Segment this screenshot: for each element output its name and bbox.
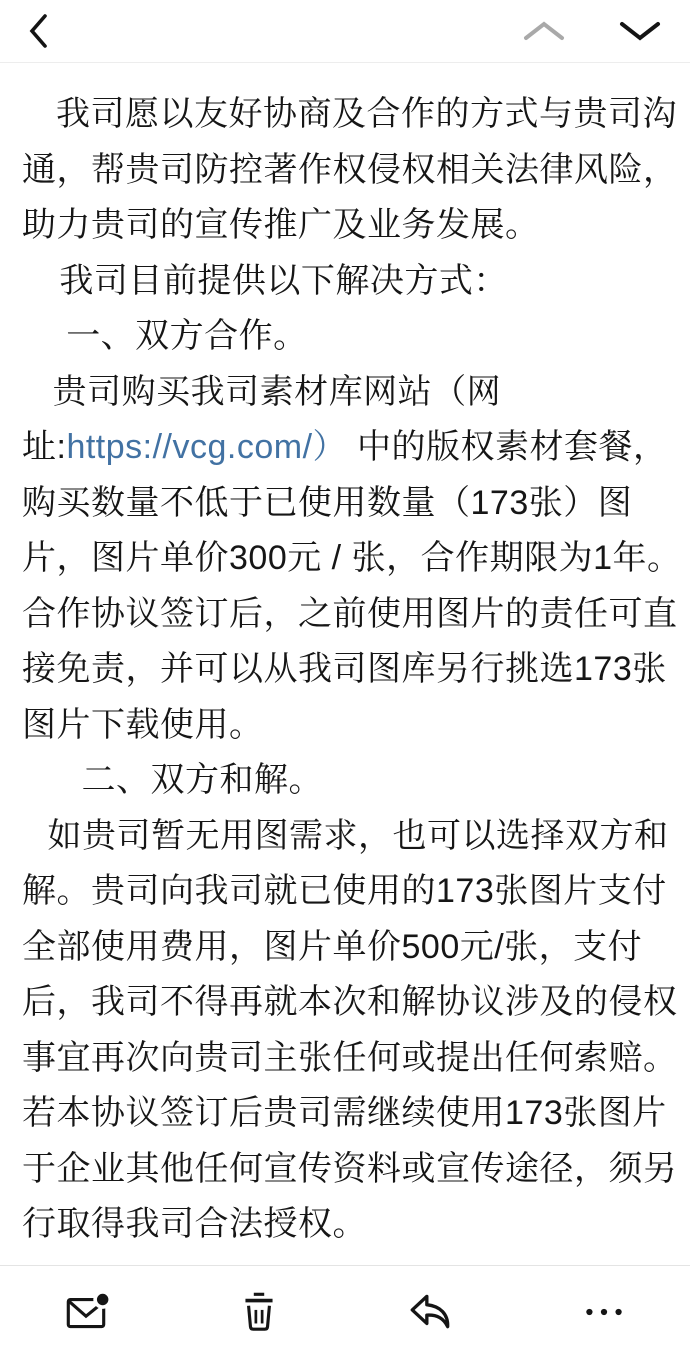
mail-nav-group: [522, 18, 662, 44]
body-text: 中的版权素材套餐，: [347, 428, 668, 466]
body-line: 一、双方合作。: [66, 317, 308, 355]
top-bar: [0, 0, 690, 63]
body-line: 如贵司暂无用图需求，也可以选择双方和: [47, 816, 669, 855]
body-line: 购买数量不低于已使用数量（173张）图: [22, 483, 633, 522]
previous-mail-button[interactable]: [522, 18, 566, 44]
body-line: 后，我司不得再就本次和解协议涉及的侵权: [22, 983, 678, 1021]
delete-button[interactable]: [173, 1266, 346, 1357]
bottom-toolbar: [0, 1265, 690, 1357]
body-line: 于企业其他任何宣传资料或宣传途径，须另: [22, 1149, 678, 1188]
chevron-left-icon: [26, 11, 52, 51]
body-line: 若本协议签订后贵司需继续使用173张图片: [22, 1094, 667, 1132]
body-line: 图片下载使用。: [22, 705, 264, 744]
body-line: 片，图片单价300元 / 张，合作期限为1年。: [22, 539, 682, 577]
next-mail-button[interactable]: [618, 18, 662, 44]
mail-body: [0, 63, 690, 1265]
body-line: 行取得我司合法授权。: [22, 1205, 367, 1243]
ellipsis-icon: [579, 1287, 629, 1337]
more-button[interactable]: [518, 1266, 690, 1357]
chevron-down-icon: [618, 18, 662, 44]
vcg-url-link[interactable]: https://vcg.com/）: [66, 428, 348, 466]
body-line: 助力贵司的宣传推广及业务发展。: [22, 206, 540, 244]
body-line: 通，帮贵司防控著作权侵权相关法律风险，: [22, 150, 678, 189]
body-line: 解。贵司向我司就已使用的173张图片支付: [22, 872, 667, 910]
trash-icon: [234, 1287, 284, 1337]
reply-arrow-icon: [406, 1287, 456, 1337]
body-line: [22, 420, 676, 476]
back-button[interactable]: [26, 11, 52, 51]
body-line: 合作协议签订后，之前使用图片的责任可直: [22, 594, 678, 633]
mark-unread-button[interactable]: [0, 1266, 173, 1357]
body-line: 贵司购买我司素材库网站（网: [52, 372, 502, 411]
chevron-up-icon: [522, 18, 566, 44]
body-line: 事宜再次向贵司主张任何或提出任何索赔。: [22, 1038, 678, 1077]
body-line: 接免责，并可以从我司图库另行挑选173张: [22, 650, 667, 688]
envelope-dot-icon: [61, 1287, 111, 1337]
body-line: 全部使用费用，图片单价500元/张，支付: [22, 927, 643, 966]
reply-button[interactable]: [345, 1266, 518, 1357]
body-line: 我司目前提供以下解决方式：: [59, 261, 508, 300]
body-line: 二、双方和解。: [81, 761, 323, 799]
body-text: 址:: [22, 428, 67, 466]
body-line: 我司愿以友好协商及合作的方式与贵司沟: [56, 95, 677, 133]
